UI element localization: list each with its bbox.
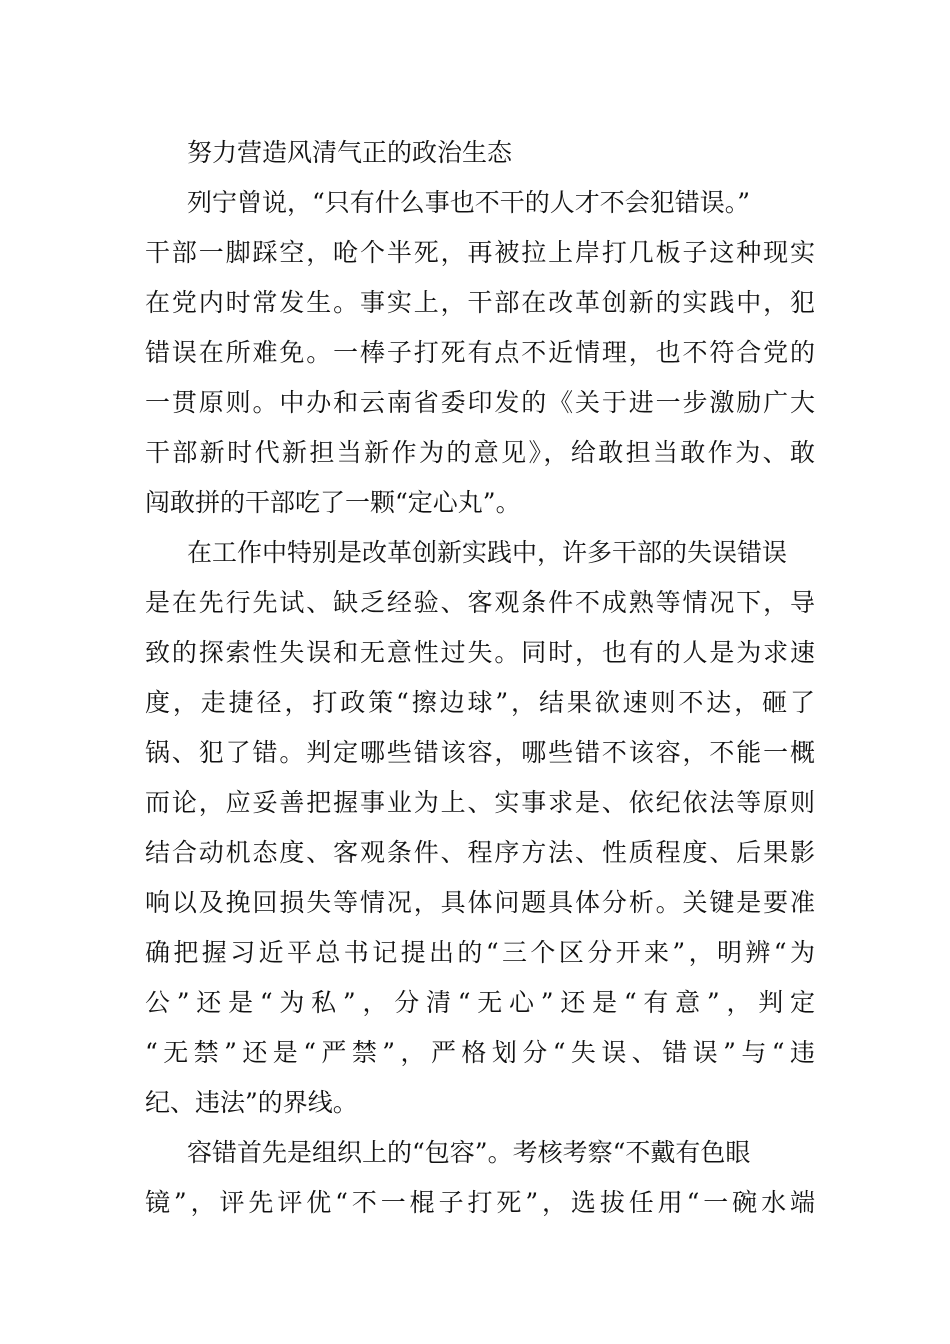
paragraph-line: 在工作中特别是改革创新实践中，许多干部的失误错误 [187, 538, 788, 567]
paragraph-line: 公”还是“为私”，分清“无心”还是“有意”，判定 [145, 988, 815, 1017]
paragraph-line: 锅、犯了错。判定哪些错该容，哪些错不该容，不能一概 [145, 738, 815, 767]
paragraph-line: “无禁”还是“严禁”，严格划分“失误、错误”与“违 [145, 1038, 815, 1067]
document-title: 努力营造风清气正的政治生态 [187, 138, 513, 167]
paragraph-2 [145, 528, 815, 1128]
paragraph-line: 纪、违法”的界线。 [145, 1088, 358, 1117]
paragraph-line: 确把握习近平总书记提出的“三个区分开来”，明辨“为 [145, 938, 815, 967]
paragraph-line: 镜”，评先评优“不一棍子打死”，选拔任用“一碗水端 [145, 1188, 815, 1217]
paragraph-line: 干部新时代新担当新作为的意见》，给敢担当敢作为、敢 [145, 438, 815, 467]
paragraph-line: 容错首先是组织上的“包容”。考核考察“不戴有色眼 [187, 1138, 751, 1167]
document-body [145, 128, 815, 1228]
paragraph-line: 干部一脚踩空，呛个半死，再被拉上岸打几板子这种现实 [145, 238, 815, 267]
paragraph-line: 闯敢拼的干部吃了一颗“定心丸”。 [145, 488, 521, 517]
paragraph-line: 列宁曾说，“只有什么事也不干的人才不会犯错误。” [187, 188, 751, 217]
paragraph-line: 致的探索性失误和无意性过失。同时，也有的人是为求速 [145, 638, 815, 667]
paragraph-line: 度，走捷径，打政策“擦边球”，结果欲速则不达，砸了 [145, 688, 815, 717]
paragraph-line: 错误在所难免。一棒子打死有点不近情理，也不符合党的 [145, 338, 815, 367]
paragraph-line: 是在先行先试、缺乏经验、客观条件不成熟等情况下，导 [145, 588, 815, 617]
paragraph-line: 结合动机态度、客观条件、程序方法、性质程度、后果影 [145, 838, 815, 867]
paragraph-line: 而论，应妥善把握事业为上、实事求是、依纪依法等原则 [145, 788, 815, 817]
paragraph-line: 在党内时常发生。事实上，干部在改革创新的实践中，犯 [145, 288, 815, 317]
paragraph-1 [145, 178, 815, 528]
paragraph-line: 一贯原则。中办和云南省委印发的《关于进一步激励广大 [145, 388, 815, 417]
paragraph-3 [145, 1128, 815, 1228]
paragraph-line: 响以及挽回损失等情况，具体问题具体分析。关键是要准 [145, 888, 815, 917]
